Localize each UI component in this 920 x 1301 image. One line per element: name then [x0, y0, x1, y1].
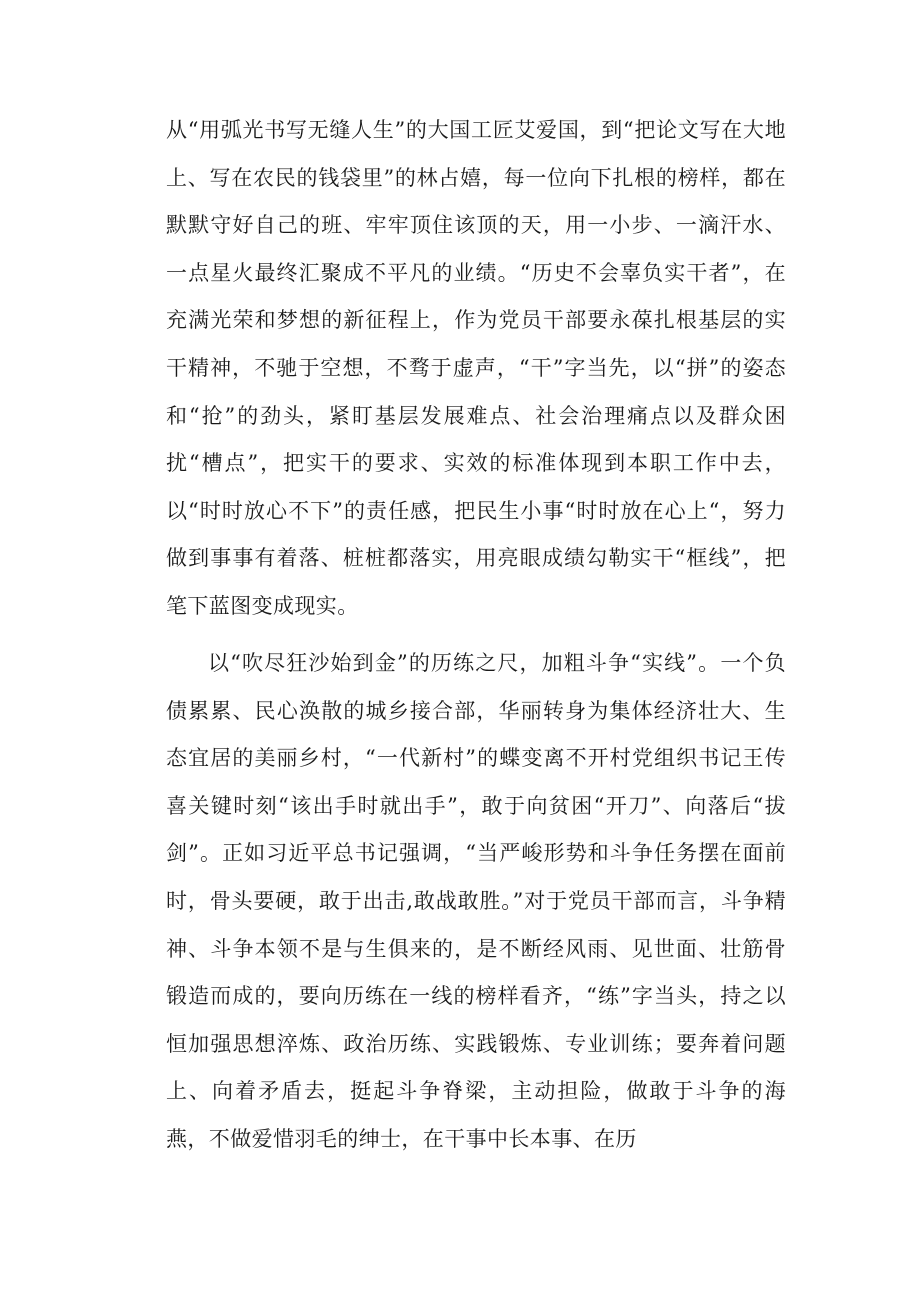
paragraph-block-2 — [166, 640, 786, 1164]
paragraph-2: 以“吹尽狂沙始到金”的历练之尺，加粗斗争“实线”。一个负债累累、民心涣散的城乡接合部，华丽转身为集体经济壮大、生态宜居的美丽乡村，“一代新村”的蝶变离不开村党组织书记王传喜关键时刻“该出手时就出手”，敢于向贫困“开刀”、向落后“拔剑”。正如习近平总书记强调，“当严峻形势和斗争任务摆在面前时，骨头要硬，敢于出击,敢战敢胜。”对于党员干部而言，斗争精神、斗争本领不是与生俱来的，是不断经风雨、见世面、壮筋骨锻造而成的，要向历练在一线的榜样看齐，“练”字当头，持之以恒加强思想淬炼、政治历练、实践锻炼、专业训练；要奔着问题上、向着矛盾去，挺起斗争脊梁，主动担险，做敢于斗争的海燕，不做爱惜羽毛的绅士，在干事中长本事、在历 — [166, 651, 786, 1151]
paragraph-1: 从“用弧光书写无缝人生”的大国工匠艾爱国，到“把论文写在大地上、写在农民的钱袋里”的林占嬉，每一位向下扎根的榜样，都在默默守好自己的班、牢牢顶住该顶的天，用一小步、一滴汗水、一点星火最终汇聚成不平凡的业绩。“历史不会辜负实干者”，在充满光荣和梦想的新征程上，作为党员干部要永葆扎根基层的实干精神，不驰于空想，不骛于虚声，“干”字当先，以“拼”的姿态和“抢”的劲头，紧盯基层发展难点、社会治理痛点以及群众困扰“槽点”，把实干的要求、实效的标准体现到本职工作中去，以“时时放心不下”的责任感，把民生小事“时时放在心上“，努力做到事事有着落、桩桩都落实，用亮眼成绩勾勒实干“框线”，把笔下蓝图变成现实。 — [166, 118, 786, 618]
paragraph-block-1 — [166, 107, 786, 631]
